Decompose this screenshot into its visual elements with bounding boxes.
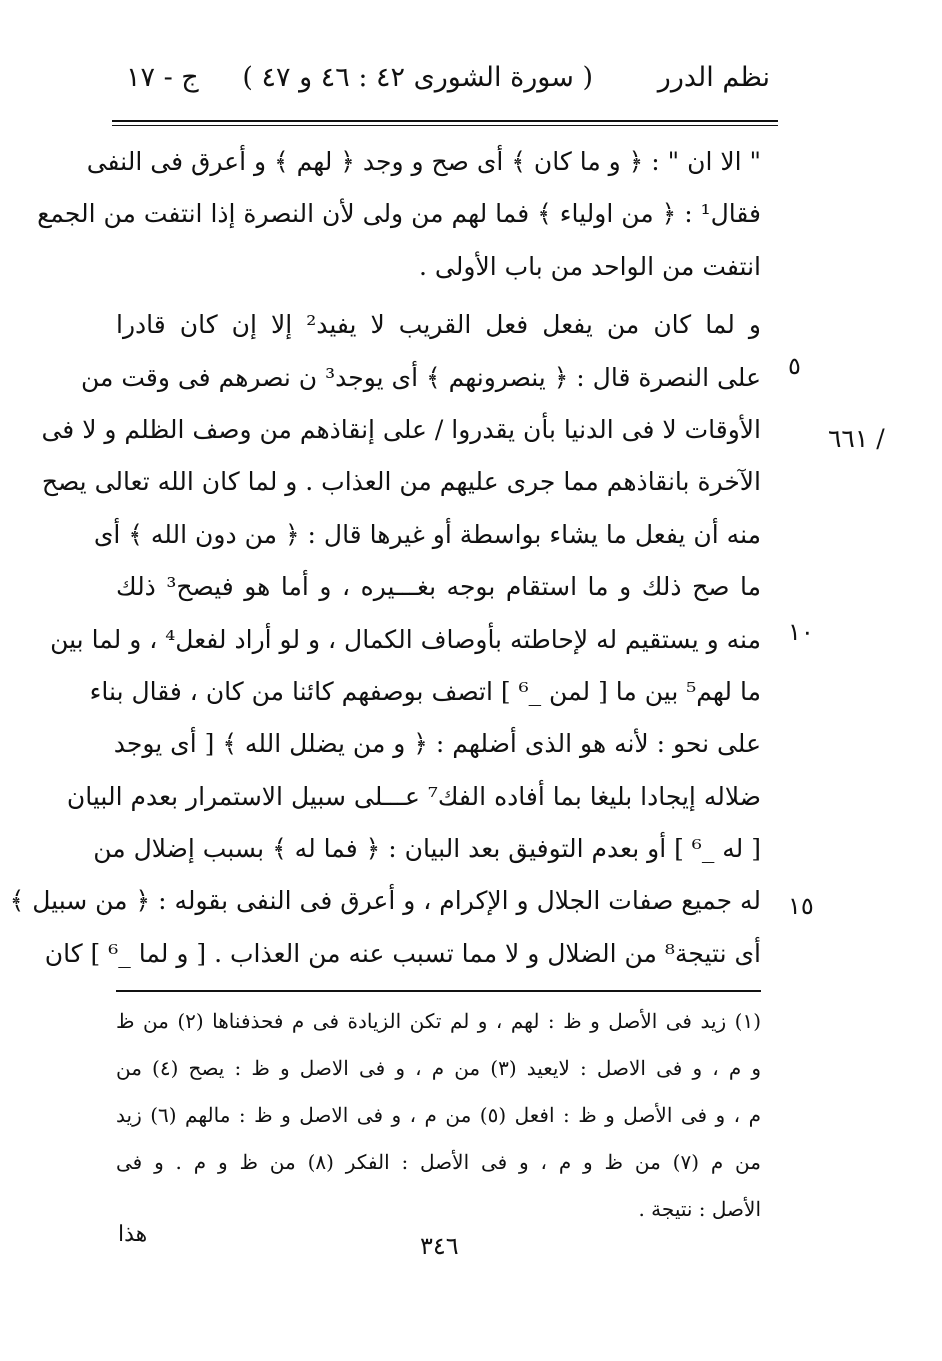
footnote-line: الأصل : نتيجة . xyxy=(638,1197,761,1221)
text-line: الآخرة بانقاذهم مما جرى عليهم من العذاب . و لما كان الله تعالى يصح xyxy=(41,467,761,497)
text-line: على نحو : لأنه هو الذى أضلهم : ﴿ و من يضلل الله ﴾ [ أى يوجد xyxy=(113,729,761,759)
footnote-line: م ، و فى الأصل و ظ : افعل (٥) من م ، و فى الاصل و ظ : مالهم (٦) زيد xyxy=(116,1103,761,1127)
header-rule xyxy=(112,120,778,122)
text-line: أى نتيجة⁸ من الضلال و لا مما تسبب عنه من العذاب . [ و لما _⁶ ] كان xyxy=(44,938,761,968)
text-line: ضلاله إيجادا بليغا بما أفاده الفك⁷ عـــلى سبيل الاستمرار بعدم البيان xyxy=(66,781,761,811)
footnote-line: و م ، و فى الاصل : لايعيد (٣) من م ، و فى الاصل و ظ : يصح (٤) من xyxy=(116,1056,761,1080)
text-line: له جميع صفات الجلال و الإكرام ، و أعرق فى النفى بقوله : ﴿ من سبيل ﴾ xyxy=(9,886,761,916)
footnote-line: من م (٧) من ظ و م ، و فى الأصل : الفكر (٨) من ظ و م . و فى xyxy=(116,1150,761,1174)
text-line: ما صح ذلك و ما استقام بوجه بغـــيره ، و أما هو فيصح³ ذلك xyxy=(116,572,761,602)
text-line: منه و يستقيم له لإحاطته بأوصاف الكمال ، و لو أراد لفعل⁴ ، و لما بين xyxy=(50,624,761,654)
juz-number: ج - ١٧ xyxy=(126,62,199,93)
footnote-line: (١) زيد فى الأصل و ظ : لهم ، و لم تكن الزيادة فى م فحذفناها (٢) من ظ xyxy=(116,1009,761,1033)
text-line: ما لهم⁵ بين ما [ لمن _⁶ ] اتصف بوصفهم كائنا من كان ، فقال بناء xyxy=(89,676,761,706)
line-number-15: ١٥ xyxy=(788,892,814,920)
text-line: الأوقات لا فى الدنيا بأن يقدروا / على إنقاذهم من وصف الظلم و لا فى xyxy=(41,414,761,444)
text-line: فقال¹ : ﴿ من اولياء ﴾ فما لهم من ولى لأن النصرة إذا انتفت من الجمع xyxy=(37,199,761,229)
text-line: و لما كان من يفعل فعل القريب لا يفيد² إلا إن كان قادرا xyxy=(116,310,761,340)
line-number-5: ٥ xyxy=(788,352,801,380)
page-number: ٣٤٦ xyxy=(420,1232,459,1260)
text-line: " الا ان " : ﴿ و ما كان ﴾ أى صح و وجد ﴿ لهم ﴾ و أعرق فى النفى xyxy=(86,147,761,176)
running-header xyxy=(118,58,778,106)
text-line: انتفت من الواحد من باب الأولى . xyxy=(419,251,761,281)
line-number-10: ١٠ xyxy=(788,618,814,646)
catchword: هذا xyxy=(118,1222,148,1247)
manuscript-folio-marker: ٦٦١ / xyxy=(828,424,885,453)
text-line: على النصرة قال : ﴿ ينصرونهم ﴾ أى يوجد³ ن نصرهم فى وقت من xyxy=(80,362,761,392)
main-text xyxy=(9,136,761,980)
footnote-separator xyxy=(116,990,761,992)
text-line: منه أن يفعل ما يشاء بواسطة أو غيرها قال : ﴿ من دون الله ﴾ أى xyxy=(93,519,761,549)
footnotes xyxy=(116,998,761,1233)
surah-reference: ( سورة الشورى ٤٢ : ٤٦ و ٤٧ ) xyxy=(242,62,593,93)
header-rule-thin xyxy=(112,125,778,126)
book-title: نظم الدرر xyxy=(657,62,770,93)
text-line: [ له _⁶ ] أو بعدم التوفيق بعد البيان : ﴿ فما له ﴾ بسبب إضلال من xyxy=(93,834,761,864)
